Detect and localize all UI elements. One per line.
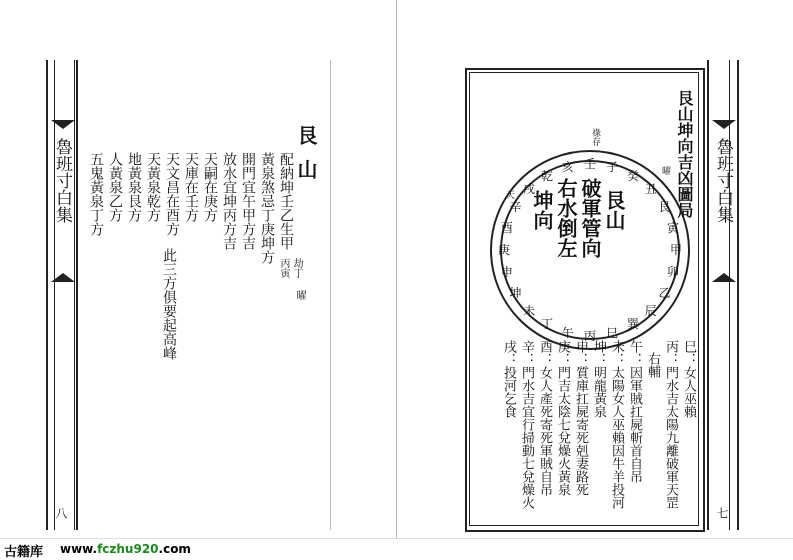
compass-ring-char: 申 (500, 265, 513, 280)
footer-url[interactable]: www.fczhu920.com (60, 542, 191, 556)
footer-logo: 古籍库 (4, 545, 44, 560)
compass-ring-char: 壬 (583, 157, 596, 171)
left-note: 此三方俱要起高峰 (161, 248, 177, 360)
compass-ring-char: 乾 (540, 168, 553, 183)
right-page-number: 七 (715, 507, 729, 519)
left-page-number: 八 (54, 507, 68, 519)
annotation-col-2: 丙寅 (278, 258, 289, 278)
compass-ring-char: 丙 (583, 329, 596, 343)
right-margin-title: 魯班寸白集 (713, 138, 733, 223)
line-8: 天黃泉乾方 (145, 152, 161, 222)
entry-8: 庚：門吉太陰七兌燥火黃泉 (555, 340, 570, 496)
ring-note-3: 天 (504, 190, 514, 199)
compass-ring-char: 子 (606, 159, 619, 174)
left-margin-title: 魯班寸白集 (52, 138, 72, 223)
annotation-char: 曜 (294, 290, 305, 300)
ring-note-1: 祿存 (590, 128, 600, 146)
left-heading: 艮山 (294, 125, 318, 193)
entry-10: 辛：門水吉宜行掃動七兌燥火 (519, 340, 534, 509)
compass-ring-char: 卯 (667, 265, 680, 280)
entry-7: 申：質庫扛屍寄死剋妻路死 (573, 340, 588, 496)
compass-ring-char: 甲 (669, 243, 682, 257)
margin-chevron-bottom-right (712, 273, 736, 282)
compass-ring-char: 酉 (500, 220, 513, 235)
entry-5: 未：太陽女人巫賴因牛羊投河 (609, 340, 624, 509)
compass-ring-char: 癸 (626, 168, 639, 183)
line-10: 人黃泉乙方 (107, 152, 123, 222)
diagram-title: 艮山坤向吉凶圖局 (675, 90, 694, 218)
entry-4: 午：因軍賊扛屍斬首自吊 (627, 340, 642, 483)
entry-6: 坤：明龍黃泉 (591, 340, 606, 418)
compass-ring-char: 艮 (658, 200, 671, 214)
line-5: 天嗣在庚方 (202, 152, 218, 222)
compass-ring-char: 寅 (667, 220, 680, 235)
annotation-col-1: 劫丁 (291, 258, 302, 278)
compass-ring-char: 乙 (658, 286, 671, 300)
left-page (0, 0, 396, 538)
line-1: 配納坤壬乙生甲 (278, 152, 294, 250)
entry-11: 戌：投河乞食 (501, 340, 516, 418)
compass-ring-char: 亥 (561, 159, 574, 174)
compass-ring-char: 戌 (523, 182, 536, 197)
compass-ring-char: 庚 (497, 243, 510, 257)
right-margin-strip (707, 60, 739, 530)
compass-ring-char: 丁 (540, 317, 553, 332)
compass-ring-char: 丑 (644, 182, 657, 197)
center-col-4: 坤向 (530, 190, 554, 230)
compass-ring-char: 坤 (509, 286, 522, 300)
compass-ring-char: 午 (561, 326, 574, 341)
center-col-3: 右水倒左 (554, 178, 578, 258)
center-col-2: 破軍管向 (578, 178, 602, 258)
compass-ring-char: 辰 (644, 303, 657, 318)
entry-3: 右輔 (645, 352, 660, 378)
entry-2: 丙：門水吉太陽九離破軍天罡 (663, 340, 678, 509)
line-11: 五鬼黃泉丁方 (88, 152, 104, 236)
entry-1: 巳：女人巫賴 (681, 340, 696, 418)
margin-chevron-top (51, 120, 75, 129)
line-7: 天文昌在酉方 (164, 152, 180, 236)
line-6: 天庫在壬方 (183, 152, 199, 222)
center-col-1: 艮山 (602, 190, 626, 230)
line-9: 地黃泉艮方 (126, 152, 142, 222)
compass-ring-char: 巳 (606, 326, 619, 341)
compass-ring-char: 辛 (509, 200, 522, 214)
margin-chevron-bottom (51, 273, 75, 282)
compass-ring-char: 巽 (626, 317, 639, 332)
entry-9: 酉：女人產死寄死軍賊自吊 (537, 340, 552, 496)
line-2: 黃泉煞忌丁庚坤方 (259, 152, 275, 264)
line-4: 放水宜坤丙方吉 (221, 152, 237, 250)
ring-note-2: 曜 (660, 166, 670, 175)
line-3: 開門宜午甲方吉 (240, 152, 256, 250)
compass-ring-char: 未 (523, 303, 536, 318)
margin-chevron-top-right (712, 120, 736, 129)
